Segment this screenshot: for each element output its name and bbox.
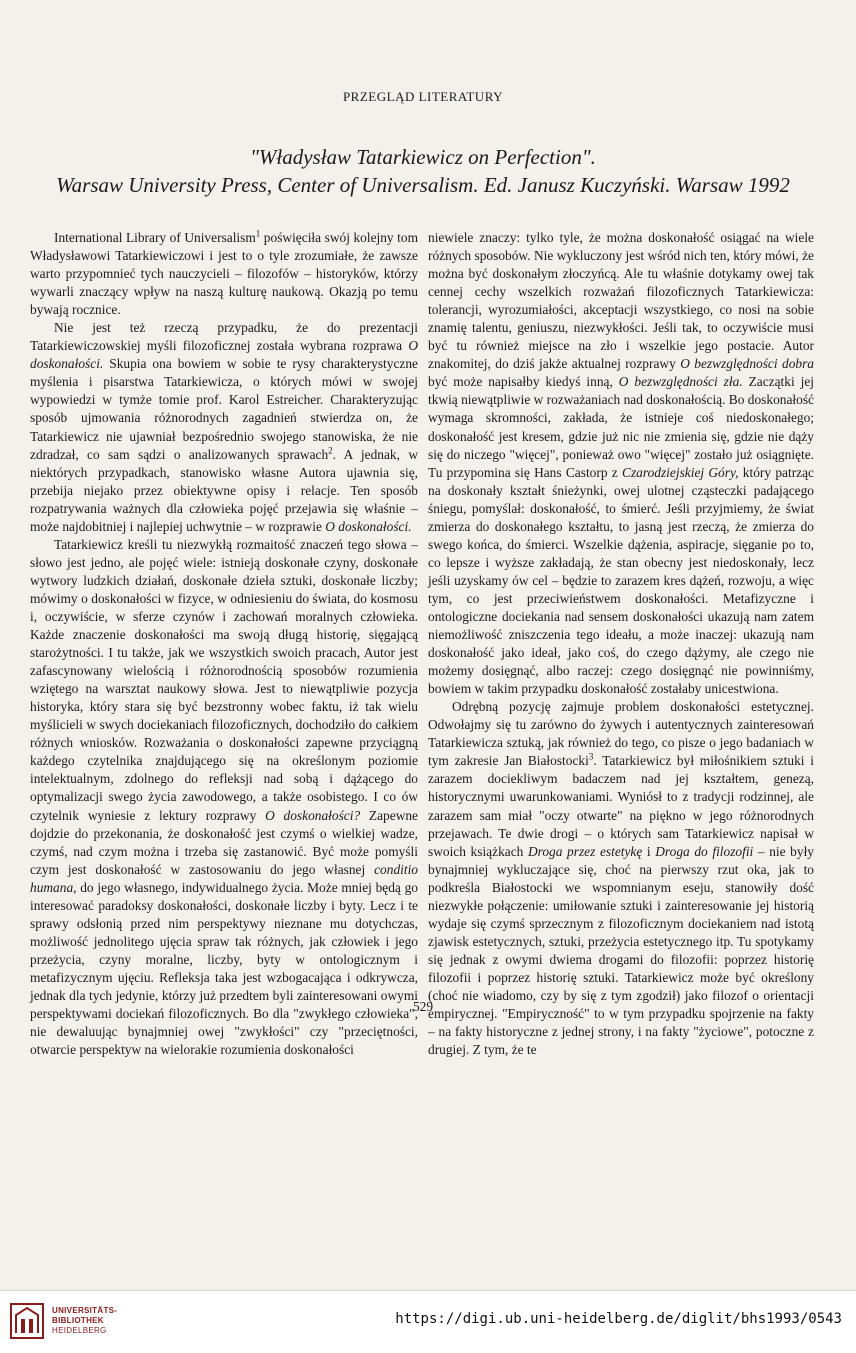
text-run: Odrębną pozycję zajmuje problem doskonałości estetycznej. Odwołajmy się tu zarówno do żywych i autentycznych zainteresowań Tatarkiewicza sztuką, jak również do tego, co pisze o jego badaniach w tym zakresie Jan Białostocki — [428, 699, 814, 769]
italic-title: O doskonałości? — [265, 807, 361, 823]
library-name-line: HEIDELBERG — [52, 1326, 107, 1335]
text-run: być może napisałby kiedyś inną, — [428, 374, 619, 390]
permalink-url[interactable]: https://digi.ub.uni-heidelberg.de/diglit/bhs1993/0543 — [395, 1311, 842, 1327]
footnote-marker: 1 — [255, 228, 261, 239]
text-run: Zapewne dojdzie do przekonania, że doskonałość jest czymś o wielkiej wadze, czymś, nad czym można i trzeba się zastanowić. Być może pomyśli czym jest doskonałość w zastosowaniu do jego własnej — [30, 807, 418, 877]
library-name — [52, 1306, 117, 1336]
text-run: International Library of Universalism — [54, 230, 256, 245]
review-title — [20, 143, 826, 199]
paragraph — [30, 229, 418, 319]
running-head: PRZEGLĄD LITERATURY — [342, 89, 504, 104]
paragraph — [428, 229, 814, 698]
text-run: Tatarkiewicz kreśli tu niezwykłą rozmaitość znaczeń tego słowa – słowo jest jedno, ale pojęć wiele: istnieją doskonałe czyny, doskonałe wytwory ludzkich działań, doskonałe dzieła sztuki, doskonałe liczby; mówimy o doskonałości w fizyce, w odniesieniu do świata, do kosmosu i, oczywiście, w sferze czynów i zachowań moralnych człowieka. Każde znaczenie doskonałości ma swoją długą historię, sięgającą starożytności. I tu także, jak we wszystkich swoich pracach, Autor jest zafascynowany wielością i różnorodnością sposobów rozumienia wziętego na warsztat naukowy słowa. Jest to niewątpliwie pozycja historyka, który stara się być bezstronny wobec faktu, iż tak wielu myślicieli w swych dociekaniach filozoficznych, dochodziło do całkiem różnych wniosków. Rozważania o doskonałości zapewne przyciągną każdego czytelnika znajdującego się na określonym poziomie intelektualnym, zdolnego do refleksji nad sobą i dążącego do optymalizacji swego życia zawodowego, a także osobistego. I co ów czytelnik wyniesie z lektury rozprawy — [30, 536, 418, 823]
italic-term: conditio humana — [30, 861, 418, 895]
text-run: Skupia ona bowiem w sobie te rysy charakterystyczne myślenia i pisarstwa Tatarkiewicza, o których mówi w swojej wypowiedzi w tymże tomie prof. Karol Estreicher. Charakteryzując sposób ujmowania różnorodnych zagadnień stwierdza on, że Tatarkiewicz nie ujawniał bezpośrednio swojego stanowiska, że nie zdradzał, co sam sądzi o analizowanych sprawach — [30, 356, 418, 462]
italic-title: O bezwzględności dobra — [680, 356, 814, 372]
text-run: . Tatarkiewicz był miłośnikiem sztuki i zarazem dociekliwym badaczem nad jej kształtem, genezą, historycznymi uwarunkowaniami. Wyniósł to z tradycji rodzinnej, ale zarazem sam miał "oczy otwarte" na piękno w jego różnorodnych przejawach. Te dwie drogi – o których sam Tatarkiewicz napisał w swoich książkach — [428, 753, 814, 859]
viewer-footer — [0, 1290, 856, 1353]
page-number: 529 — [412, 999, 434, 1014]
italic-title: Czarodziejskiej Góry, — [622, 464, 739, 480]
text-run: . A jednak, w niektórych przypadkach, stanowisko własne Autora ujawnia się, przebija niejako przez obiektywne opisy i relacje. Ten sposób rozpatrywania ważnych dla człowieka pojęć przejawia się właśnie – może najdobitniej i najlepiej uchwytnie – w rozprawie — [30, 446, 418, 534]
title-line-2: Warsaw University Press, Center of Universalism. Ed. Janusz Kuczyński. Warsaw 1992 — [56, 173, 790, 197]
library-logo[interactable] — [10, 1301, 160, 1343]
text-run: poświęciła swój kolejny tom Władysławowi Tatarkiewiczowi i jest to o tyle zrozumiałe, że zawsze warto przypomnieć tych nauczycieli – filozofów – historyków, którzy wywarli znaczący wpływ na naszą kulturę naukową. Okazją po temu bywają rocznice. — [30, 230, 418, 318]
paragraph — [30, 536, 418, 1059]
title-line-1: "Władysław Tatarkiewicz on Perfection". — [250, 145, 596, 169]
italic-title: Droga przez estetykę — [527, 843, 643, 859]
text-run: niewiele znaczy: tylko tyle, że można doskonałość osiągać na wiele różnych sposobów. Nie wykluczony jest wśród nich ten, który mówi, że można być doskonałym złoczyńcą. Ale tu właśnie dotykamy owej tak cennej cechy wszelkich rozważań filozoficznych Tatarkiewicza: tolerancji, wyrozumiałości, akceptacji wszystkiego, co nosi na sobie znamię talentu, geniuszu, niezwykłości. Jeśli tak, to oczywiście musi być tu również miejsce na zło i wszelkie jego postacie. Autor znakomitej, do dziś jakże aktualnej rozprawy — [428, 230, 814, 372]
library-name-line: UNIVERSITÄTS- — [52, 1306, 118, 1315]
text-run: Nie jest też rzeczą przypadku, że do prezentacji Tatarkiewiczowskiej myśli filozoficznej została wybrana rozprawa — [30, 320, 418, 354]
italic-title: Droga do filozofii — [655, 843, 754, 859]
library-name-line: BIBLIOTHEK — [52, 1316, 104, 1325]
text-run: , do jego własnego, indywidualnego życia. Może mniej będą go interesować paradoksy doskonałości, doskonałe liczby i byty. Lecz i te sprawy odsłonią przed nim perspektywy nieznane mu dotychczas, możliwość jednolitego ujęcia spraw tak różnych, jak człowiek i jego przeżycia, czyny moralne, liczby, byty w ontologicznym i metafizycznym ujęciu. Refleksja taka jest wzbogacająca i odkrywcza, jednak dla tych jedynie, którzy już przedtem byli zainteresowani owymi perspektywami dociekań filozoficznych. Bo dla "zwykłego człowieka", nie dewaluując bynajmniej owej "zwykłości" czy "przeciętności, otwarcie perspektyw na wielorakie rozumienia doskonałości — [30, 879, 418, 1058]
paragraph — [30, 319, 418, 536]
italic-title: O bezwzględności zła. — [618, 374, 743, 390]
text-run: który patrząc na doskonały kształt śnieżynki, owej ulotnej cząsteczki padającego śniegu, pomyślał: doskonałość, to śmierć. Jeśli przyjmiemy, że świat zmierza do doskonałego kształtu, to jasną jest rzeczą, że zmierza do swego końca, do śmierci. Wszelkie dążenia, aspiracje, sięganie po to, co lepsze i wyższe zakładają, że stan obecny jest niedoskonały, lecz jeśli uzyskamy ów cel – będzie to zarazem kres dążeń, rozwoju, a więc tym, co jest przeciwieństwem doskonałości. Metafizyczne i ontologiczne dociekania nad sensem doskonałości ukazują nam zatem niemożliwość zniszczenia tego ideału, a może inaczej: ukazują nam doskonałość jako ideał, jako coś, do czego dążymy, ale czego nie możemy dosięgnąć, albo raczej: czego dosięgnąć nie powinniśmy, bowiem w takim przypadku doskonałość zostałaby unicestwiona. — [428, 464, 814, 697]
left-column — [30, 229, 418, 1059]
right-column — [428, 229, 814, 1059]
library-seal-icon — [10, 1303, 44, 1339]
footnote-marker: 2 — [328, 445, 333, 456]
text-run: i — [642, 843, 656, 859]
italic-title: O doskonałości. — [30, 338, 418, 372]
footnote-marker: 3 — [588, 751, 594, 762]
text-run: Zaczątki jej tkwią niewątpliwie w rozważaniach nad doskonałością. Bo doskonałość wymaga skromności, zakłada, że istnieje coś niedoskonałego; doskonałość jest kresem, gdzie już nic nie zmienia się, gdzie nie dąży się do niczego "więcej", ponieważ owo "więcej" zostało już osiągnięte. Tu przypomina się Hans Castorp z — [428, 374, 814, 480]
text-run: – nie były bynajmniej wykluczające się, choć na pierwszy rzut oka, jak to podkreśla Białostocki we wspomnianym eseju, stanowiły dość niezwykłe połączenie: umiłowanie sztuki i zainteresowanie jej historią wydaje się czymś sprzecznym z filozoficznym dociekaniem nad istotą zjawisk estetycznych, sztuki, przeżycia estetycznego itp. Tu spotykamy się jednak z owymi dwiema drogami do filozofii: poprzez historię filozofii i poprzez historię sztuki. Tatarkiewicz może być określony (choć nie wiadomo, czy by się z tym zgodził) jako filozof o orientacji empirycznej. "Empiryczność" to w tym przypadku spojrzenie na fakty – na fakty historyczne z jednej strony, i na fakty "życiowe", potoczne z drugiej. Z tym, że te — [428, 843, 814, 1058]
italic-title: O doskonałości. — [325, 518, 412, 534]
